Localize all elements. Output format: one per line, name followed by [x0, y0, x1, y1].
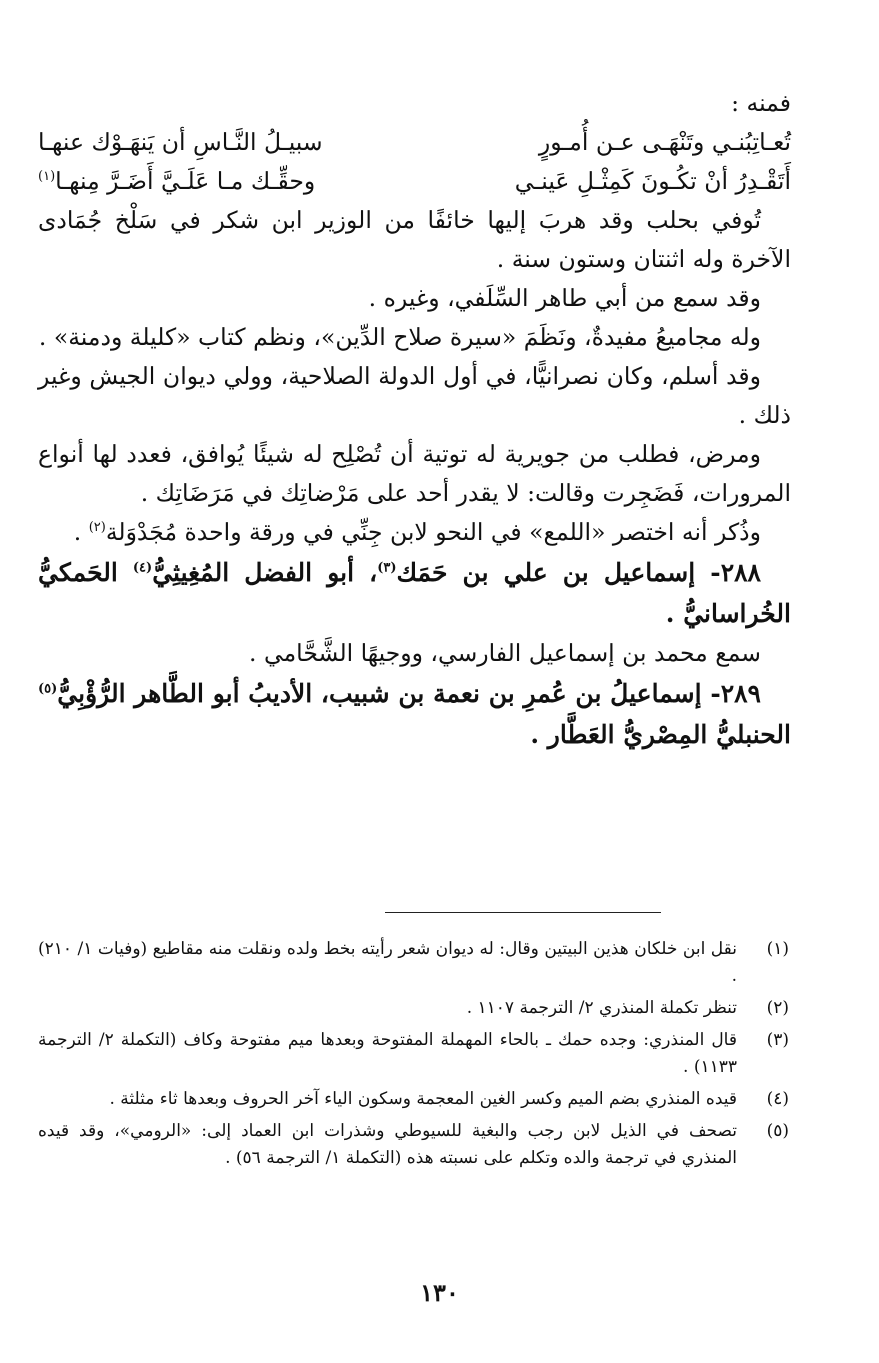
footnote-mark: (٤) — [766, 1089, 789, 1109]
footnote-mark: (٣) — [766, 1030, 789, 1050]
footnote-mark: (٥) — [766, 1121, 789, 1141]
hemistich-text: وحقِّـك مـا عَلَـيَّ أَضَـرَّ مِنهـا — [55, 167, 316, 195]
first-hemistich: أَتَقْـدِرُ أنْ تكُـونَ كَمِثْـلِ عَينـي — [514, 167, 791, 195]
footnote — [38, 1086, 789, 1113]
footnote-mark: (١) — [766, 939, 789, 959]
footnote-ref: (٢) — [88, 520, 106, 536]
paragraph-text: وذُكر أنه اختصر «اللمع» في النحو لابن جِنِّي في ورقة واحدة مُجَدْوَلة — [105, 518, 761, 546]
footnote-divider — [385, 912, 661, 913]
entry-bio: سمع محمد بن إسماعيل الفارسي، ووجيهًا الشَّحَّامي . — [249, 639, 761, 667]
paragraph-tail: . — [73, 518, 89, 546]
page-number: ١٣٠ — [420, 1278, 459, 1307]
footnote-ref: (١) — [38, 169, 56, 185]
paragraph: وقد سمع من أبي طاهر السِّلَفي، وغيره . — [368, 284, 761, 312]
entry-name: إسماعيلُ بن عُمرِ بن نعمة بن شبيب، الأديبُ أبو الطَّاهر الرُّؤْبِيُّ — [57, 679, 711, 708]
entry-name-cont: الحنبليُّ المِصْريُّ العَطَّار . — [530, 720, 791, 749]
footnote-text: تصحف في الذيل لابن رجب والبغية للسيوطي وشذرات ابن العماد إلى: «الرومي»، وقد قيده المنذري في ترجمة والده وتكلم على نسبته هذه (التكملة ١/ الترجمة ٥٦) . — [38, 1121, 737, 1168]
second-hemistich — [38, 162, 315, 201]
footnote-text: قيده المنذري بضم الميم وكسر الغين المعجمة وسكون الياء آخر الحروف وبعدها ثاء مثلثة . — [109, 1089, 737, 1109]
paragraph: وله مجاميعُ مفيدةٌ، ونَظَمَ «سيرة صلاح الدِّين»، ونظم كتاب «كليلة ودمنة» . — [38, 323, 761, 351]
footnote-mark: (٢) — [766, 998, 789, 1018]
entry-heading — [38, 552, 791, 634]
hemistich-text: سبيـلُ النَّـاسِ أن يَنهَـوْك عنهـا — [38, 128, 323, 156]
footnotes — [38, 936, 789, 1177]
footnote-text: تنظر تكملة المنذري ٢/ الترجمة ١١٠٧ . — [466, 998, 737, 1018]
entry-name-cont: ، أبو الفضل المُغِيثِيُّ — [152, 558, 378, 587]
intro-line: فمنه : — [731, 89, 791, 117]
footnote-text: قال المنذري: وجده حمك ـ بالحاء المهملة المفتوحة وبعدها ميم مفتوحة وكاف (التكملة ٢/ الترجمة ١١٣٣) . — [38, 1030, 737, 1077]
footnote-ref: (٣) — [377, 560, 397, 576]
entry-name-tail: الحَمكيُّ الخُراسانيُّ . — [38, 558, 791, 628]
verse-line — [38, 123, 791, 162]
entry-number: ٢٨٨- — [710, 558, 761, 587]
footnote-ref: (٤) — [132, 560, 153, 576]
poem — [38, 123, 791, 201]
footnote — [38, 936, 789, 990]
verse-line — [38, 162, 791, 201]
paragraph — [38, 513, 791, 552]
footnote-text: نقل ابن خلكان هذين البيتين وقال: له ديوان شعر رأيته بخط ولده ونقلت منه مقاطيع (وفيات ١/ ٢١٠) . — [38, 939, 737, 986]
entry-heading — [38, 673, 791, 755]
paragraph: ومرض، فطلب من جويرية له توتية أن تُصْلِح له شيئًا يُوافق، فعدد لها أنواع المرورات، فَضَجِرت وقالت: لا يقدر أحد على مَرْضاتِك في مَرَضَاتِك . — [38, 440, 791, 507]
paragraph: تُوفي بحلب وقد هربَ إليها خائفًا من الوزير ابن شكر في سَلْخ جُمَادى الآخرة وله اثنتان وستون سنة . — [38, 206, 791, 273]
paragraph: وقد أسلم، وكان نصرانيًّا، في أول الدولة الصلاحية، وولي ديوان الجيش وغير ذلك . — [38, 362, 791, 429]
entry-name: إسماعيل بن علي بن حَمَك — [396, 558, 711, 587]
body-text — [38, 84, 791, 755]
entry-number: ٢٨٩- — [710, 679, 761, 708]
second-hemistich — [38, 123, 323, 162]
main-text — [38, 84, 791, 755]
footnote — [38, 1027, 789, 1081]
footnote-ref: (٥) — [38, 681, 58, 697]
footnote — [38, 1118, 789, 1172]
footnote — [38, 995, 789, 1022]
first-hemistich: تُعـاتِبُنـي وتَنْهَـى عـن أُمـورٍ — [538, 128, 791, 156]
